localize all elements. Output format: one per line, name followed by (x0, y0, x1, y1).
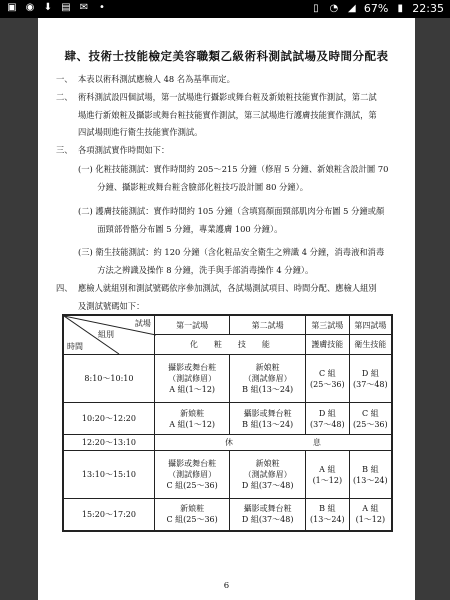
schedule-cell: A 組 (1～12) (305, 451, 349, 499)
schedule-cell: D 組 (37～48) (349, 355, 392, 403)
signal-icon: ◢ (347, 2, 356, 14)
notification-icon: ▣ (7, 2, 17, 13)
schedule-cell: 攝影或舞台粧 D 組(37～48) (230, 499, 306, 531)
header-time-label: 時間 (67, 342, 83, 351)
schedule-cell: 新娘粧 （測試修眉） D 組(37～48) (230, 451, 306, 499)
schedule-table (62, 314, 393, 532)
sub-item-makeup: (一) 化粧技能測試：實作時間約 205～215 分鐘（修眉 5 分鐘、新娘粧含設計圖 70 分鐘、攝影粧或舞台粧含臉部化粧技巧設計圖 80 分鐘）。 (78, 164, 389, 192)
time-cell: 13:10～15:10 (63, 451, 154, 499)
schedule-cell: 攝影或舞台粧 （測試修眉） A 組(1～12) (154, 355, 230, 403)
skincare-skill-header: 護膚技能 (305, 335, 349, 355)
document-page[interactable] (38, 18, 415, 600)
item-3: 三、 各項測試實作時間如下： (56, 145, 170, 155)
time-cell: 8:10～10:10 (63, 355, 154, 403)
more-icon: • (99, 2, 105, 13)
item-1: 一、 本表以術科測試應檢人 48 名為基準而定。 (56, 74, 235, 84)
wifi-icon: ◔ (329, 2, 339, 14)
page-title: 肆、技術士技能檢定美容職類乙級術科測試試場及時間分配表 (64, 49, 389, 63)
chat-icon: ◉ (25, 2, 35, 13)
table-row (63, 403, 392, 435)
sub-item-hygiene: (三) 衛生技能測試：約 120 分鐘（含化粧品安全衛生之辨識 4 分鐘，消毒液和消毒 方法之辨識及操作 8 分鐘，洗手與手部消毒操作 4 分鐘）。 (78, 247, 385, 275)
makeup-skill-header: 化 粧 技 能 (154, 335, 305, 355)
table-row (63, 355, 392, 403)
table-row (63, 499, 392, 531)
table-row (63, 451, 392, 499)
battery-icon: ▮ (397, 2, 404, 14)
schedule-cell: B 組 (13～24) (349, 451, 392, 499)
schedule-cell: 攝影或舞台粧 B 組(13～24) (230, 403, 306, 435)
schedule-cell: D 組 (37～48) (305, 403, 349, 435)
time-cell: 10:20～12:20 (63, 403, 154, 435)
sub-item-skincare: (二) 護膚技能測試：實作時間約 105 分鐘（含填寫顏面頸部肌肉分布圖 5 分鐘或顏 面頸部骨骼分布圖 5 分鐘，專業護膚 100 分鐘）。 (78, 206, 385, 234)
table-row (63, 435, 392, 451)
room-1-header: 第一試場 (154, 315, 230, 335)
status-bar (0, 0, 450, 18)
schedule-cell: 攝影或舞台粧 （測試修眉） C 組(25～36) (154, 451, 230, 499)
item-2: 二、 術科測試設四個試場，第一試場進行攝影或舞台粧及新娘粧技能實作測試，第二試 場進行新娘粧及攝影或舞台粧技能實作測試，第三試場進行護膚技能實作測試，第 四試場則進行衛生技能實作測試。 (56, 92, 377, 137)
download-icon: ⬇ (43, 2, 53, 13)
time-cell: 15:20～17:20 (63, 499, 154, 531)
time-cell: 12:20～13:10 (63, 435, 154, 451)
room-2-header: 第二試場 (230, 315, 306, 335)
battery-level: 67% (363, 2, 389, 15)
clock: 22:35 (412, 2, 444, 15)
image-icon: ▤ (61, 2, 71, 13)
break-cell: 休 息 (154, 435, 392, 451)
system-status (310, 2, 444, 15)
schedule-cell: C 組 (25～36) (349, 403, 392, 435)
schedule-cell: 新娘粧 C 組(25～36) (154, 499, 230, 531)
schedule-cell: 新娘粧 （測試修眉） B 組(13～24) (230, 355, 306, 403)
header-exam-label: 試場 (134, 319, 151, 328)
header-group-label: 組別 (98, 330, 114, 339)
room-3-header: 第三試場 (305, 315, 349, 335)
header-diagonal-cell (63, 315, 154, 355)
schedule-cell: A 組 (1～12) (349, 499, 392, 531)
schedule-cell: 新娘粧 A 組(1～12) (154, 403, 230, 435)
page-number: 6 (223, 581, 230, 591)
hygiene-skill-header: 衛生技能 (349, 335, 392, 355)
notification-icons (6, 2, 108, 14)
mail-icon: ✉ (79, 2, 89, 13)
room-4-header: 第四試場 (349, 315, 392, 335)
schedule-cell: B 組 (13～24) (305, 499, 349, 531)
schedule-cell: C 組 (25～36) (305, 355, 349, 403)
item-4: 四、 應檢人就組別和測試號碼依序參加測試，各試場測試項目、時間分配、應檢人組別 及測試號碼如下： (56, 283, 377, 311)
vibrate-icon: ▯ (313, 2, 319, 14)
